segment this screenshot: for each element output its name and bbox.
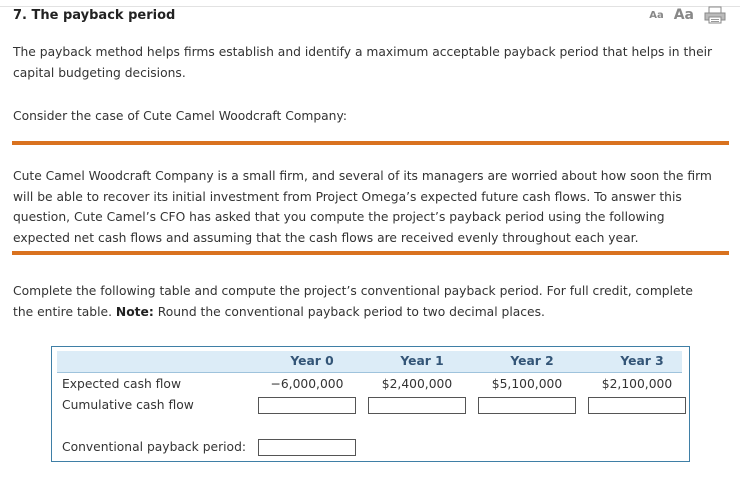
cumulative-cash-flow-year-3-input[interactable] [588, 397, 686, 414]
top-orange-divider [12, 141, 729, 145]
print-icon[interactable] [704, 6, 726, 24]
case-paragraph: Consider the case of Cute Camel Woodcraft Company: [13, 109, 347, 123]
expected-cash-flow-year-2: $5,100,000 [491, 377, 563, 391]
expected-cash-flow-label: Expected cash flow [62, 377, 182, 391]
bottom-orange-divider [12, 251, 729, 255]
header-year-3: Year 3 [620, 354, 664, 368]
question-title: 7. The payback period [13, 8, 176, 23]
text-size-toolbar [649, 6, 726, 24]
instruction-text-end: Round the conventional payback period to two decimal places. [153, 304, 545, 319]
header-year-2: Year 2 [510, 354, 554, 368]
header-year-0: Year 0 [290, 354, 334, 368]
cumulative-cash-flow-year-1-input[interactable] [368, 397, 466, 414]
top-border [0, 0, 740, 7]
cumulative-cash-flow-label: Cumulative cash flow [62, 398, 194, 412]
table-header-row [57, 351, 682, 373]
scenario-paragraph: Cute Camel Woodcraft Company is a small firm, and several of its managers are worried about how soon the firm will be able to recover its initial investment from Project Omega’s expected future cash flows. To answer this question, Cute Camel’s CFO has asked that you compute the project’s payback period using the following expected net cash flows and assuming that the cash flows are received evenly throughout each year. [13, 169, 712, 245]
header-year-1: Year 1 [400, 354, 444, 368]
intro-paragraph: The payback method helps firms establish and identify a maximum acceptable payback period that helps in their capital budgeting decisions. [13, 45, 713, 80]
font-size-large-button[interactable]: Aa [673, 7, 694, 23]
note-label: Note: [115, 304, 154, 319]
font-size-small-button[interactable]: Aa [649, 9, 664, 21]
cumulative-cash-flow-year-2-input[interactable] [478, 397, 576, 414]
instruction-text-start: Complete the following table and compute the project’s conventional payback period. For full credit, complete the entire table. [13, 284, 693, 319]
payback-period-input[interactable] [258, 439, 356, 456]
expected-cash-flow-year-3: $2,100,000 [601, 377, 673, 391]
expected-cash-flow-year-0: −6,000,000 [270, 377, 344, 391]
cash-flow-table [51, 346, 690, 462]
payback-period-label: Conventional payback period: [62, 440, 247, 454]
expected-cash-flow-year-1: $2,400,000 [381, 377, 453, 391]
cumulative-cash-flow-year-0-input[interactable] [258, 397, 356, 414]
instruction-paragraph [13, 281, 713, 322]
